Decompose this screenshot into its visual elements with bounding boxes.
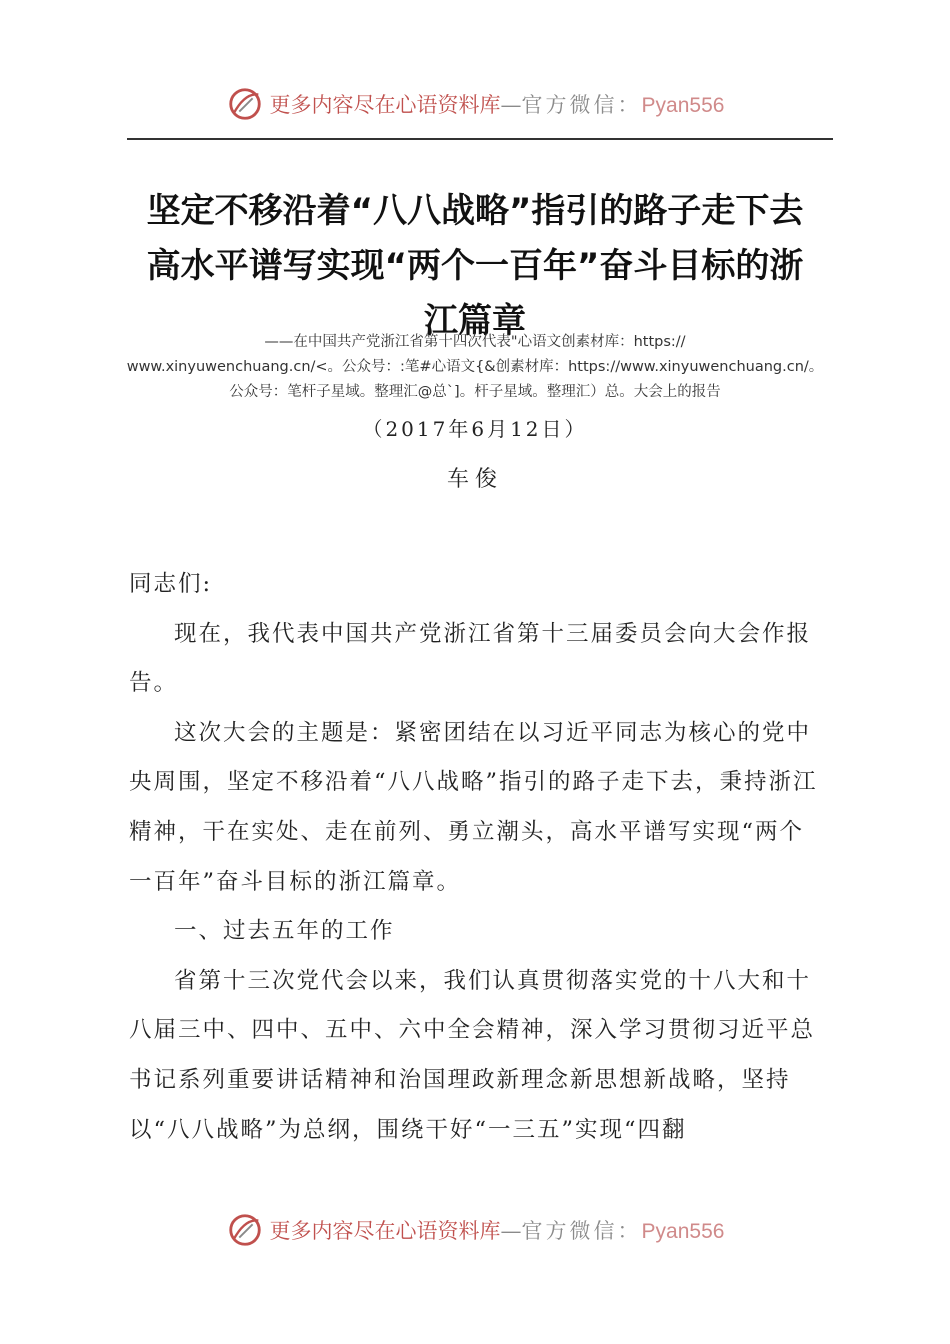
header-banner-dash: — xyxy=(500,93,522,117)
paragraph-1: 现在，我代表中国共产党浙江省第十三届委员会向大会作报告。 xyxy=(129,620,812,697)
document-subtitle xyxy=(118,330,832,405)
document-author: 车俊 xyxy=(446,467,503,492)
footer-banner-wechat: 官方微信： xyxy=(521,1219,642,1243)
salutation: 同志们: xyxy=(129,571,213,597)
title-line-1: 坚定不移沿着“八八战略”指引的路子走下去 xyxy=(146,191,804,231)
header-banner-wechat: 官方微信： xyxy=(521,93,642,117)
document-body xyxy=(129,560,819,1155)
section-heading-1: 一、过去五年的工作 xyxy=(174,918,395,945)
header-banner-main: 更多内容尽在心语资料库 xyxy=(269,93,501,117)
subtitle-line-2: www.xinyuwenchuang.cn/<。公众号：:笔#心语文{&创素材库：https://www.xinyuwenchuang.cn/。 xyxy=(126,359,824,375)
header-banner-handle: Pyan556 xyxy=(641,94,725,117)
logo-icon xyxy=(226,85,264,123)
footer-banner-main: 更多内容尽在心语资料库 xyxy=(269,1219,501,1243)
title-line-3: 江篇章 xyxy=(424,301,526,341)
subtitle-line-1: ——在中国共产党浙江省第十四次代表"心语文创素材库：https:// xyxy=(264,334,686,350)
footer-banner-dash: — xyxy=(500,1219,522,1243)
footer-banner xyxy=(270,1215,725,1245)
paragraph-3: 省第十三次党代会以来，我们认真贯彻落实党的十八大和十八届三中、四中、五中、六中全会精神，深入学习贯彻习近平总书记系列重要讲话精神和治国理政新理念新思想新战略，坚持以“八八战略”为总纲，围绕干好“一三五”实现“四翻 xyxy=(129,967,816,1143)
logo-icon xyxy=(226,1211,264,1249)
header-divider xyxy=(127,138,833,140)
title-line-2: 高水平谱写实现“两个一百年”奋斗目标的浙 xyxy=(146,246,804,286)
document-date: （2017年6月12日） xyxy=(362,417,588,441)
footer-banner-handle: Pyan556 xyxy=(641,1220,725,1243)
page-footer xyxy=(0,1208,950,1252)
document-title xyxy=(118,184,832,349)
header-banner xyxy=(270,89,725,119)
page-header xyxy=(0,82,950,126)
paragraph-2: 这次大会的主题是：紧密团结在以习近平同志为核心的党中央周围，坚定不移沿着“八八战略”指引的路子走下去，秉持浙江精神，干在实处、走在前列、勇立潮头，高水平谱写实现“两个一百年”奋斗目标的浙江篇章。 xyxy=(129,719,818,895)
subtitle-line-3: 公众号：笔杆子星域。整理汇@总`]。杆子星域。整理汇）总。大会上的报告 xyxy=(229,384,721,400)
